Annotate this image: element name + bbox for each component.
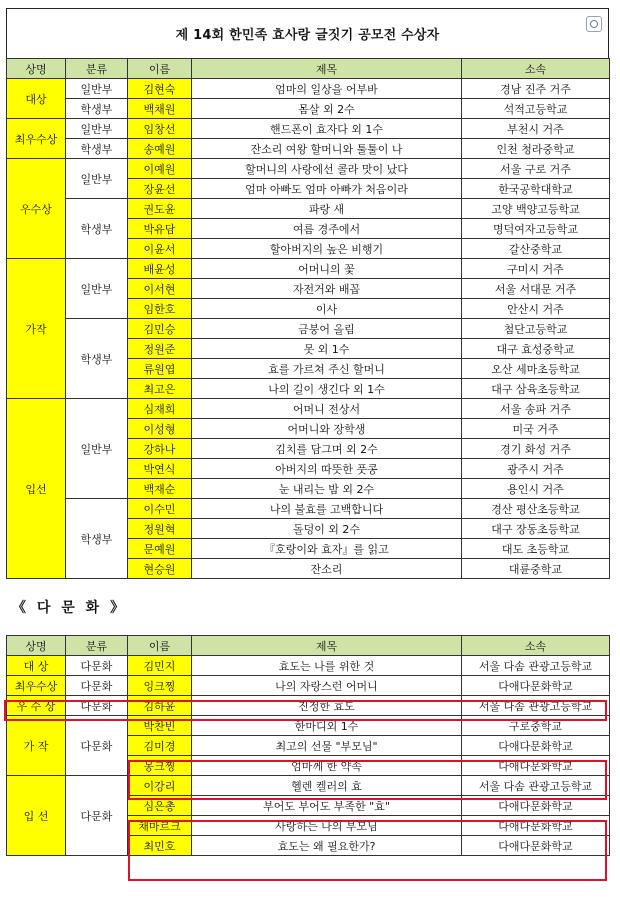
- org-cell: 오산 세마초등학교: [462, 359, 610, 379]
- name-cell: 채마르크: [128, 816, 192, 836]
- title-cell: 최고의 선물 "부모님": [192, 736, 462, 756]
- header-category: 분류: [66, 636, 128, 656]
- table-row: [7, 259, 610, 279]
- name-cell: 박찬빈: [128, 716, 192, 736]
- org-cell: 고양 백양고등학교: [462, 199, 610, 219]
- award-cell: 최우수상: [7, 676, 66, 696]
- header-org: 소속: [462, 636, 610, 656]
- title-cell: 헬렌 켈러의 효: [192, 776, 462, 796]
- category-cell: 학생부: [66, 199, 128, 259]
- org-cell: 인천 청라중학교: [462, 139, 610, 159]
- name-cell: 김미경: [128, 736, 192, 756]
- header-category: 분류: [66, 59, 128, 79]
- name-cell: 정원준: [128, 339, 192, 359]
- category-cell: 다문화: [66, 696, 128, 716]
- name-cell: 심재희: [128, 399, 192, 419]
- category-cell: 다문화: [66, 676, 128, 696]
- main-table-body: [7, 79, 610, 579]
- table-row: [7, 199, 610, 219]
- org-cell: 구미시 거주: [462, 259, 610, 279]
- name-cell: 최민호: [128, 836, 192, 856]
- header-name: 이름: [128, 636, 192, 656]
- title-cell: 눈 내리는 밤 외 2수: [192, 479, 462, 499]
- name-cell: 배윤성: [128, 259, 192, 279]
- table-row: [7, 676, 610, 696]
- org-cell: 대도 초등학교: [462, 539, 610, 559]
- org-cell: 서울 서대문 거주: [462, 279, 610, 299]
- title-cell: 할머니의 사랑에선 콜라 맛이 났다: [192, 159, 462, 179]
- table-row: [7, 776, 610, 796]
- name-cell: 강하나: [128, 439, 192, 459]
- award-cell: 입 선: [7, 776, 66, 856]
- award-cell: 최우수상: [7, 119, 66, 159]
- org-cell: 미국 거주: [462, 419, 610, 439]
- header-award: 상명: [7, 59, 66, 79]
- header-title: 제목: [192, 59, 462, 79]
- title-cell: 못 외 1수: [192, 339, 462, 359]
- title-cell: 핸드폰이 효자다 외 1수: [192, 119, 462, 139]
- table-row: [7, 119, 610, 139]
- title-cell: 진정한 효도: [192, 696, 462, 716]
- title-cell: 나의 자랑스런 어머니: [192, 676, 462, 696]
- document-title: 제 14회 한민족 효사랑 글짓기 공모전 수상자: [175, 28, 440, 43]
- title-cell: 어머니의 꽃: [192, 259, 462, 279]
- title-cell: 엄마의 일상을 어부바: [192, 79, 462, 99]
- table-row: [7, 159, 610, 179]
- name-cell: 정원혁: [128, 519, 192, 539]
- title-cell: 어머니와 장학생: [192, 419, 462, 439]
- table-row: [7, 139, 610, 159]
- header-award: 상명: [7, 636, 66, 656]
- title-cell: 자전거와 배꼽: [192, 279, 462, 299]
- title-cell: 돌덩이 외 2수: [192, 519, 462, 539]
- title-cell: 잔소리 여왕 할머니와 툴툴이 나: [192, 139, 462, 159]
- award-cell: 우 수 상: [7, 696, 66, 716]
- category-cell: 학생부: [66, 99, 128, 119]
- org-cell: 서울 다솜 관광고등학교: [462, 776, 610, 796]
- org-cell: 한국공학대학교: [462, 179, 610, 199]
- category-cell: 다문화: [66, 656, 128, 676]
- table-row: [7, 79, 610, 99]
- name-cell: 김민지: [128, 656, 192, 676]
- org-cell: 명덕여자고등학교: [462, 219, 610, 239]
- category-cell: 다문화: [66, 716, 128, 776]
- award-cell: 대상: [7, 79, 66, 119]
- category-cell: 학생부: [66, 499, 128, 579]
- name-cell: 김민승: [128, 319, 192, 339]
- name-cell: 최고은: [128, 379, 192, 399]
- org-cell: 광주시 거주: [462, 459, 610, 479]
- org-cell: 갈산중학교: [462, 239, 610, 259]
- name-cell: 류원엽: [128, 359, 192, 379]
- title-cell: 파랑 새: [192, 199, 462, 219]
- name-cell: 백재순: [128, 479, 192, 499]
- org-cell: 다애다문화학교: [462, 676, 610, 696]
- title-cell: 아버지의 따뜻한 풋콩: [192, 459, 462, 479]
- org-cell: 다애다문화학교: [462, 756, 610, 776]
- org-cell: 서울 다솜 관광고등학교: [462, 656, 610, 676]
- main-table-header: [7, 59, 610, 79]
- image-search-icon[interactable]: [586, 16, 602, 32]
- org-cell: 대구 효성중학교: [462, 339, 610, 359]
- category-cell: 학생부: [66, 139, 128, 159]
- table-row: [7, 716, 610, 736]
- multicultural-table-header: [7, 636, 610, 656]
- award-document: [6, 8, 609, 856]
- org-cell: 서울 구로 거주: [462, 159, 610, 179]
- name-cell: 장윤선: [128, 179, 192, 199]
- award-cell: 우수상: [7, 159, 66, 259]
- table-row: [7, 499, 610, 519]
- org-cell: 다애다문화학교: [462, 816, 610, 836]
- title-cell: 효도는 나를 위한 것: [192, 656, 462, 676]
- award-cell: 가 작: [7, 716, 66, 776]
- category-cell: 다문화: [66, 776, 128, 856]
- org-cell: 다애다문화학교: [462, 796, 610, 816]
- org-cell: 서울 송파 거주: [462, 399, 610, 419]
- org-cell: 경산 평산초등학교: [462, 499, 610, 519]
- header-org: 소속: [462, 59, 610, 79]
- name-cell: 심은총: [128, 796, 192, 816]
- name-cell: 이성형: [128, 419, 192, 439]
- table-row: [7, 656, 610, 676]
- main-award-table: [6, 58, 610, 579]
- org-cell: 부천시 거주: [462, 119, 610, 139]
- award-cell: 가작: [7, 259, 66, 399]
- multicultural-table: [6, 635, 610, 856]
- org-cell: 경남 진주 거주: [462, 79, 610, 99]
- header-title: 제목: [192, 636, 462, 656]
- title-cell: 금붕어 올림: [192, 319, 462, 339]
- title-cell: 잔소리: [192, 559, 462, 579]
- name-cell: 이윤서: [128, 239, 192, 259]
- title-cell: 할아버지의 높은 비행기: [192, 239, 462, 259]
- org-cell: 대륜중학교: [462, 559, 610, 579]
- title-cell: 이사: [192, 299, 462, 319]
- name-cell: 현승원: [128, 559, 192, 579]
- title-cell: 엄마 아빠도 엄마 아빠가 처음이라: [192, 179, 462, 199]
- org-cell: 용인시 거주: [462, 479, 610, 499]
- table-row: [7, 696, 610, 716]
- table-row: [7, 399, 610, 419]
- name-cell: 잉크찡: [128, 676, 192, 696]
- table-row: [7, 319, 610, 339]
- title-cell: 엄마께 한 약속: [192, 756, 462, 776]
- category-cell: 학생부: [66, 319, 128, 399]
- org-cell: 첨단고등학교: [462, 319, 610, 339]
- title-cell: 『호랑이와 효자』를 읽고: [192, 539, 462, 559]
- category-cell: 일반부: [66, 259, 128, 319]
- name-cell: 권도윤: [128, 199, 192, 219]
- org-cell: 대구 장동초등학교: [462, 519, 610, 539]
- name-cell: 이강리: [128, 776, 192, 796]
- org-cell: 구로중학교: [462, 716, 610, 736]
- name-cell: 송예원: [128, 139, 192, 159]
- category-cell: 일반부: [66, 119, 128, 139]
- org-cell: 대구 삼육초등학교: [462, 379, 610, 399]
- title-cell: 몸살 외 2수: [192, 99, 462, 119]
- title-cell: 효도는 왜 필요한가?: [192, 836, 462, 856]
- category-cell: 일반부: [66, 159, 128, 199]
- org-cell: 다애다문화학교: [462, 836, 610, 856]
- name-cell: 이서현: [128, 279, 192, 299]
- name-cell: 몽크찡: [128, 756, 192, 776]
- name-cell: 김현숙: [128, 79, 192, 99]
- title-cell: 어머니 전상서: [192, 399, 462, 419]
- header-name: 이름: [128, 59, 192, 79]
- category-cell: 일반부: [66, 399, 128, 499]
- org-cell: 안산시 거주: [462, 299, 610, 319]
- org-cell: 다애다문화학교: [462, 736, 610, 756]
- title-cell: 효를 가르쳐 주신 할머니: [192, 359, 462, 379]
- org-cell: 석적고등학교: [462, 99, 610, 119]
- title-box: [6, 8, 609, 58]
- name-cell: 이예원: [128, 159, 192, 179]
- name-cell: 임창선: [128, 119, 192, 139]
- title-cell: 나의 불효를 고백합니다: [192, 499, 462, 519]
- multicultural-heading: 《 다 문 화 》: [12, 600, 128, 616]
- name-cell: 문예원: [128, 539, 192, 559]
- org-cell: 경기 화성 거주: [462, 439, 610, 459]
- name-cell: 박유담: [128, 219, 192, 239]
- category-cell: 일반부: [66, 79, 128, 99]
- title-cell: 부어도 부어도 부족한 "효": [192, 796, 462, 816]
- name-cell: 백채원: [128, 99, 192, 119]
- table-row: [7, 99, 610, 119]
- award-cell: 대 상: [7, 656, 66, 676]
- name-cell: 임한호: [128, 299, 192, 319]
- title-cell: 여름 경주에서: [192, 219, 462, 239]
- title-cell: 사랑하는 나의 부모님: [192, 816, 462, 836]
- org-cell: 서울 다솜 관광고등학교: [462, 696, 610, 716]
- name-cell: 이수민: [128, 499, 192, 519]
- title-cell: 나의 길이 생긴다 외 1수: [192, 379, 462, 399]
- title-cell: 한마디외 1수: [192, 716, 462, 736]
- award-cell: 입선: [7, 399, 66, 579]
- title-cell: 김치를 담그며 외 2수: [192, 439, 462, 459]
- multicultural-table-body: [7, 656, 610, 856]
- name-cell: 김하윤: [128, 696, 192, 716]
- name-cell: 박연식: [128, 459, 192, 479]
